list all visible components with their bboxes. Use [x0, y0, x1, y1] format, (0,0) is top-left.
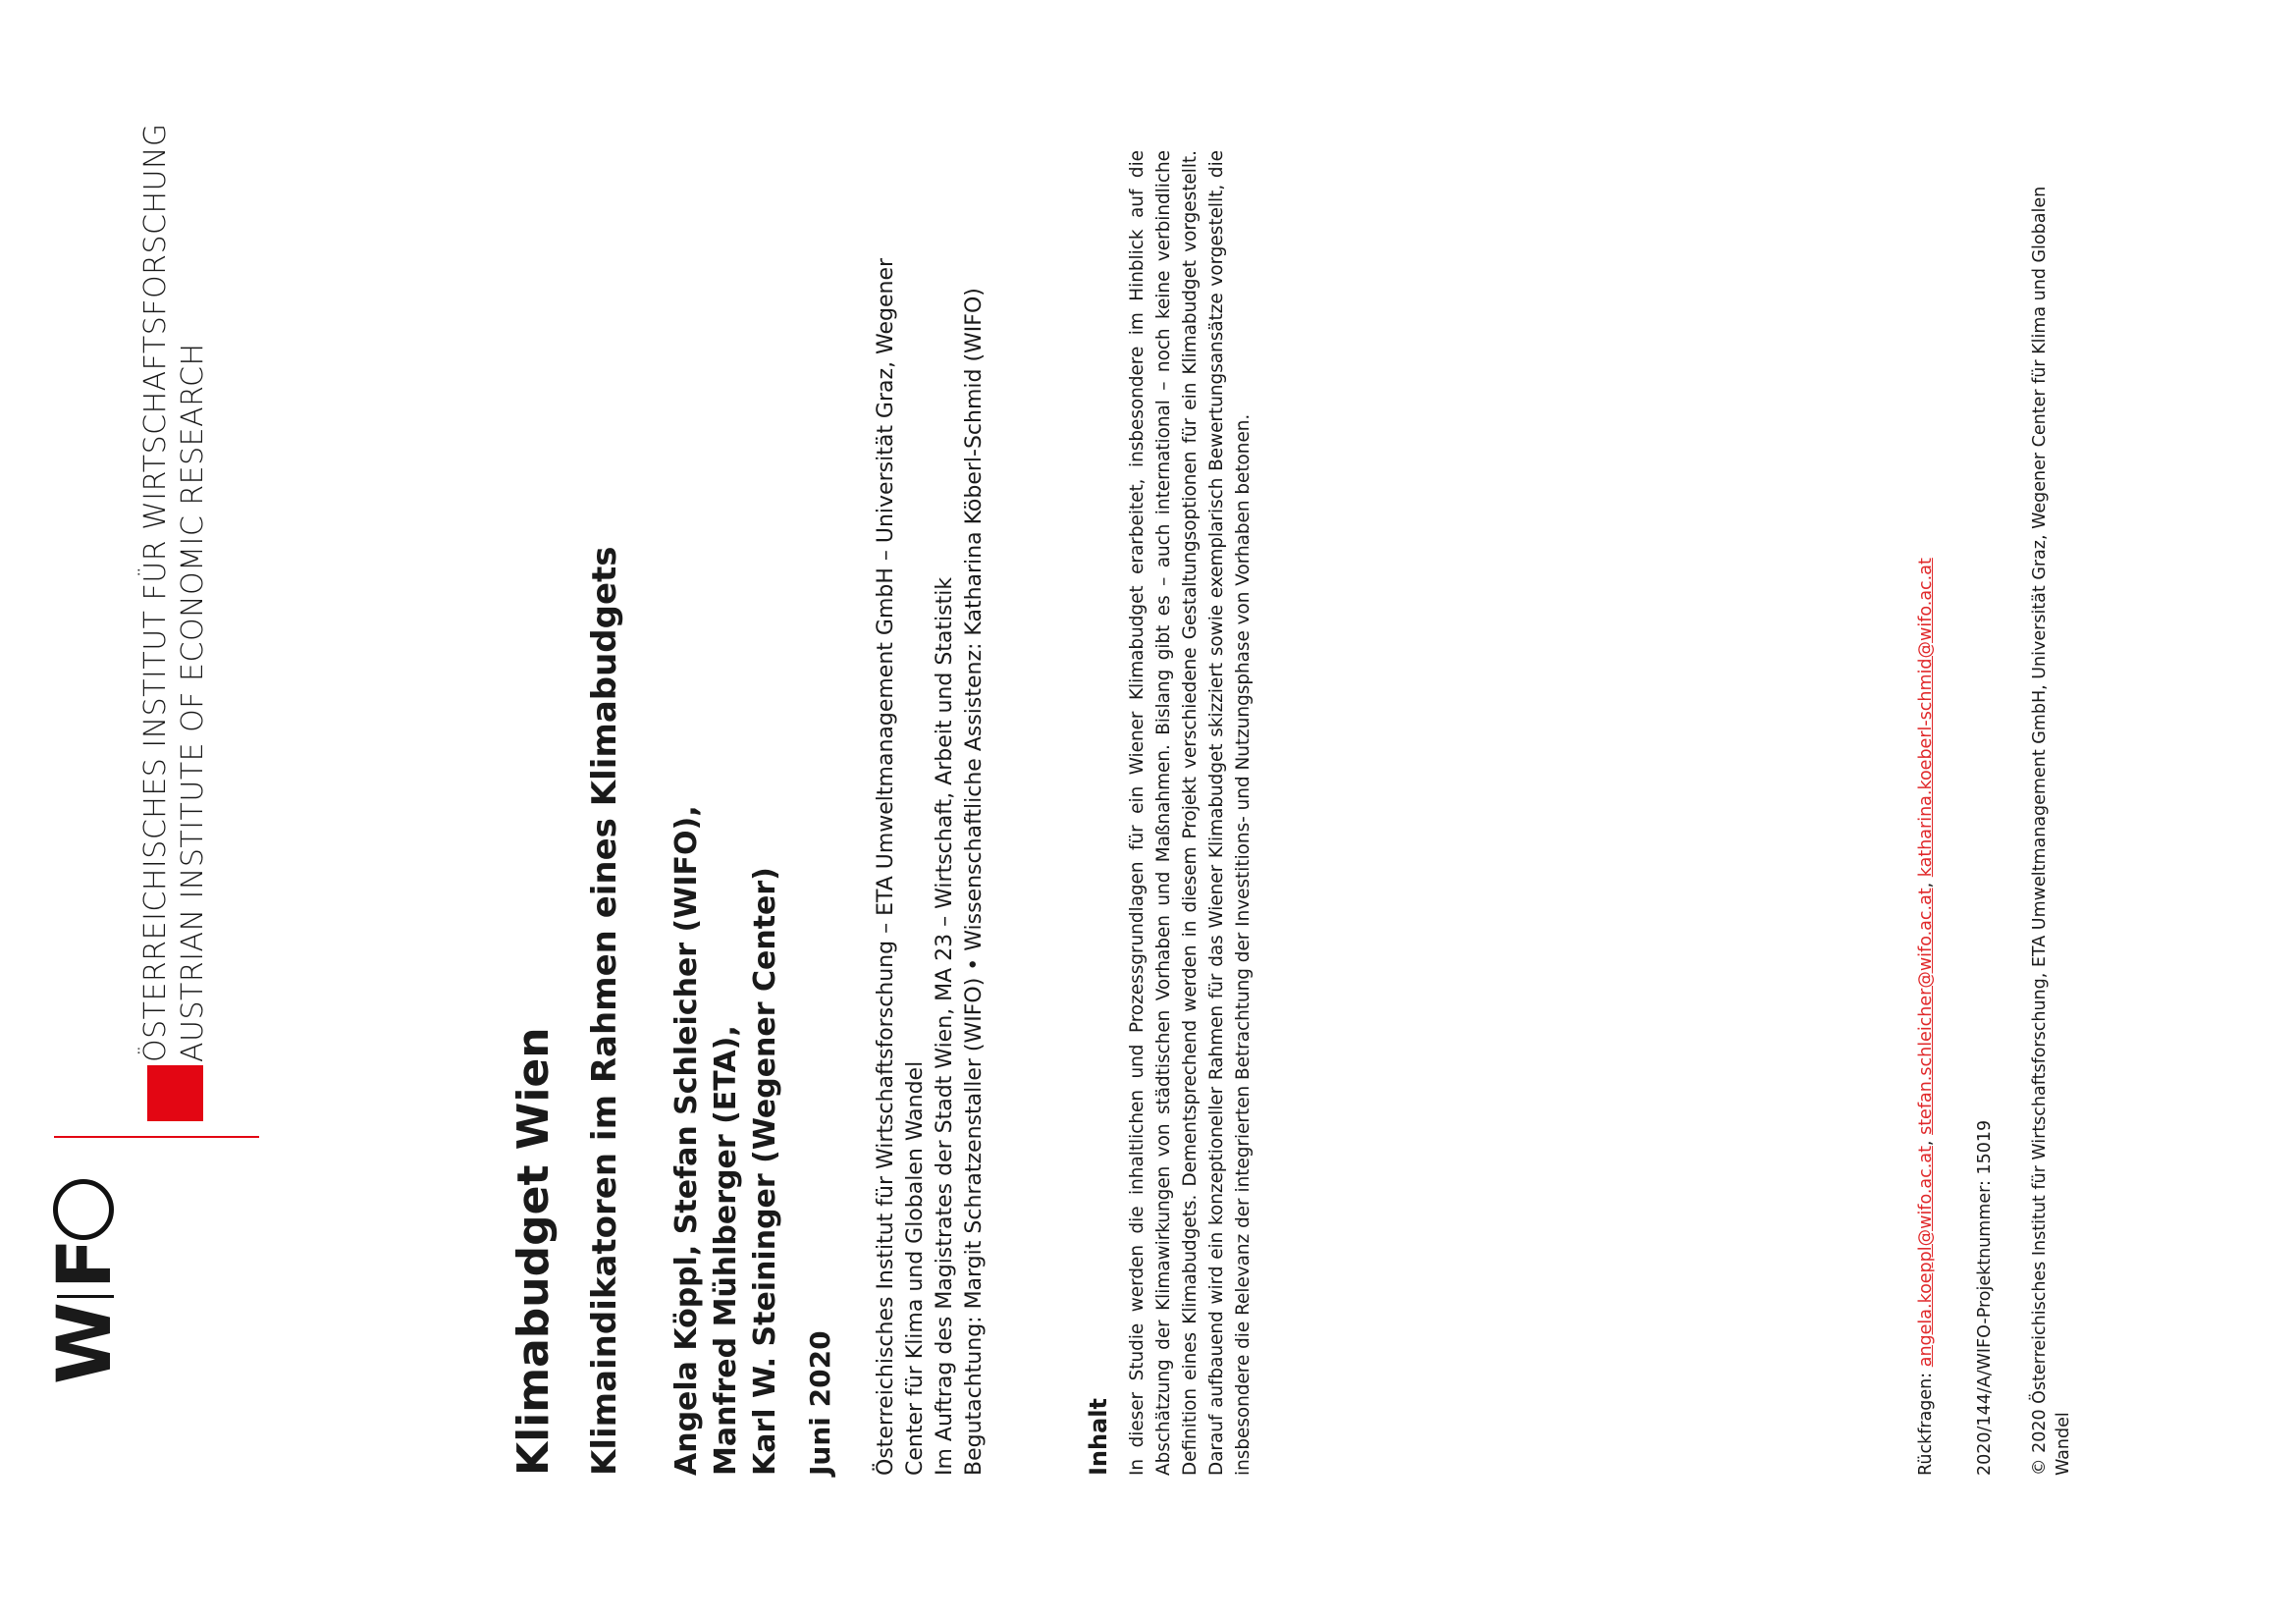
authors — [667, 805, 785, 1476]
logo-letter-w: W — [40, 1304, 128, 1384]
publication-date: Juni 2020 — [804, 1330, 836, 1476]
affiliation-line: Begutachtung: Margit Schratzenstaller (WIFO) • Wissenschaftliche Assistenz: Katharina Köberl-Schmid (WIFO) — [962, 288, 987, 1476]
abstract-text: In dieser Studie werden die inhaltlichen und Prozessgrundlagen für ein Wiener Klimabudget erarbeitet, insbesondere im Hinblick auf die Abschätzung der Klimawirkungen von städtischen Vorhaben und Maßnahmen. Bislang gibt es – auch international – noch keine verbindliche Definition eines Klimabudgets. Dementsprechend werden in diesem Projekt verschiedene Gestaltungsoptionen für ein Klimabudget vorgestellt. Darauf aufbauend wird ein konzeptioneller Rahmen für das Wiener Klimabudget skizziert sowie exemplarisch Bewertungsansätze vorgestellt, die insbesondere die Relevanz der integrierten Betrachtung der Investitions- und Nutzungsphase von Vorhaben betonen. — [1127, 150, 1254, 1476]
email-separator: , — [1916, 877, 1936, 889]
email-link-koeppl[interactable]: angela.koeppl@wifo.ac.at — [1916, 1146, 1936, 1368]
page-subtitle: Klimaindikatoren im Rahmen eines Klimabudgets — [585, 546, 624, 1476]
email-link-koeberl-schmid[interactable]: katharina.koeberl-schmid@wifo.ac.at — [1916, 558, 1936, 878]
abstract — [1124, 150, 1256, 1476]
logo-letter-f: F — [40, 1240, 128, 1290]
email-separator: , — [1916, 1134, 1936, 1147]
contact-label: Rückfragen: — [1916, 1367, 1936, 1476]
institute-name — [137, 123, 212, 1062]
contact-line — [1914, 558, 1938, 1476]
email-link-schleicher[interactable]: stefan.schleicher@wifo.ac.at — [1916, 888, 1936, 1135]
affiliation-line: Österreichisches Institut für Wirtschaftsforschung – ETA Umweltmanagement GmbH – Universität Graz, Wegener — [874, 257, 898, 1476]
abstract-heading: Inhalt — [1085, 1398, 1112, 1476]
copyright-notice: © 2020 Österreichisches Institut für Wirtschaftsforschung, ETA Umweltmanagement GmbH, Universität Graz, Wegener Center für Klima und Globalen Wandel — [2030, 186, 2073, 1476]
affiliation-line: Center für Klima und Globalen Wandel — [903, 1060, 928, 1476]
author-line: Manfred Mühlberger (ETA), — [709, 1025, 743, 1476]
page-title: Klimabudget Wien — [508, 1027, 559, 1476]
affiliations — [872, 258, 989, 1476]
author-line: Angela Köppl, Stefan Schleicher (WIFO), — [669, 805, 704, 1476]
logo-red-square — [147, 1065, 203, 1121]
author-line: Karl W. Steininger (Wegener Center) — [748, 867, 782, 1476]
project-number: 2020/144/A/WIFO-Projektnummer: 15019 — [1975, 1119, 1995, 1476]
wifo-logo — [40, 1179, 128, 1384]
logo-bar — [57, 1295, 114, 1298]
logo-ring-icon — [53, 1179, 114, 1240]
institute-name-de: ÖSTERREICHISCHES INSTITUT FÜR WIRTSCHAFTSFORSCHUNG — [138, 123, 173, 1062]
affiliation-line: Im Auftrag des Magistrates der Stadt Wien, MA 23 – Wirtschaft, Arbeit und Statistik — [933, 576, 957, 1476]
institute-name-en: AUSTRIAN INSTITUTE OF ECONOMIC RESEARCH — [176, 343, 210, 1062]
logo-divider-line — [54, 1136, 259, 1138]
